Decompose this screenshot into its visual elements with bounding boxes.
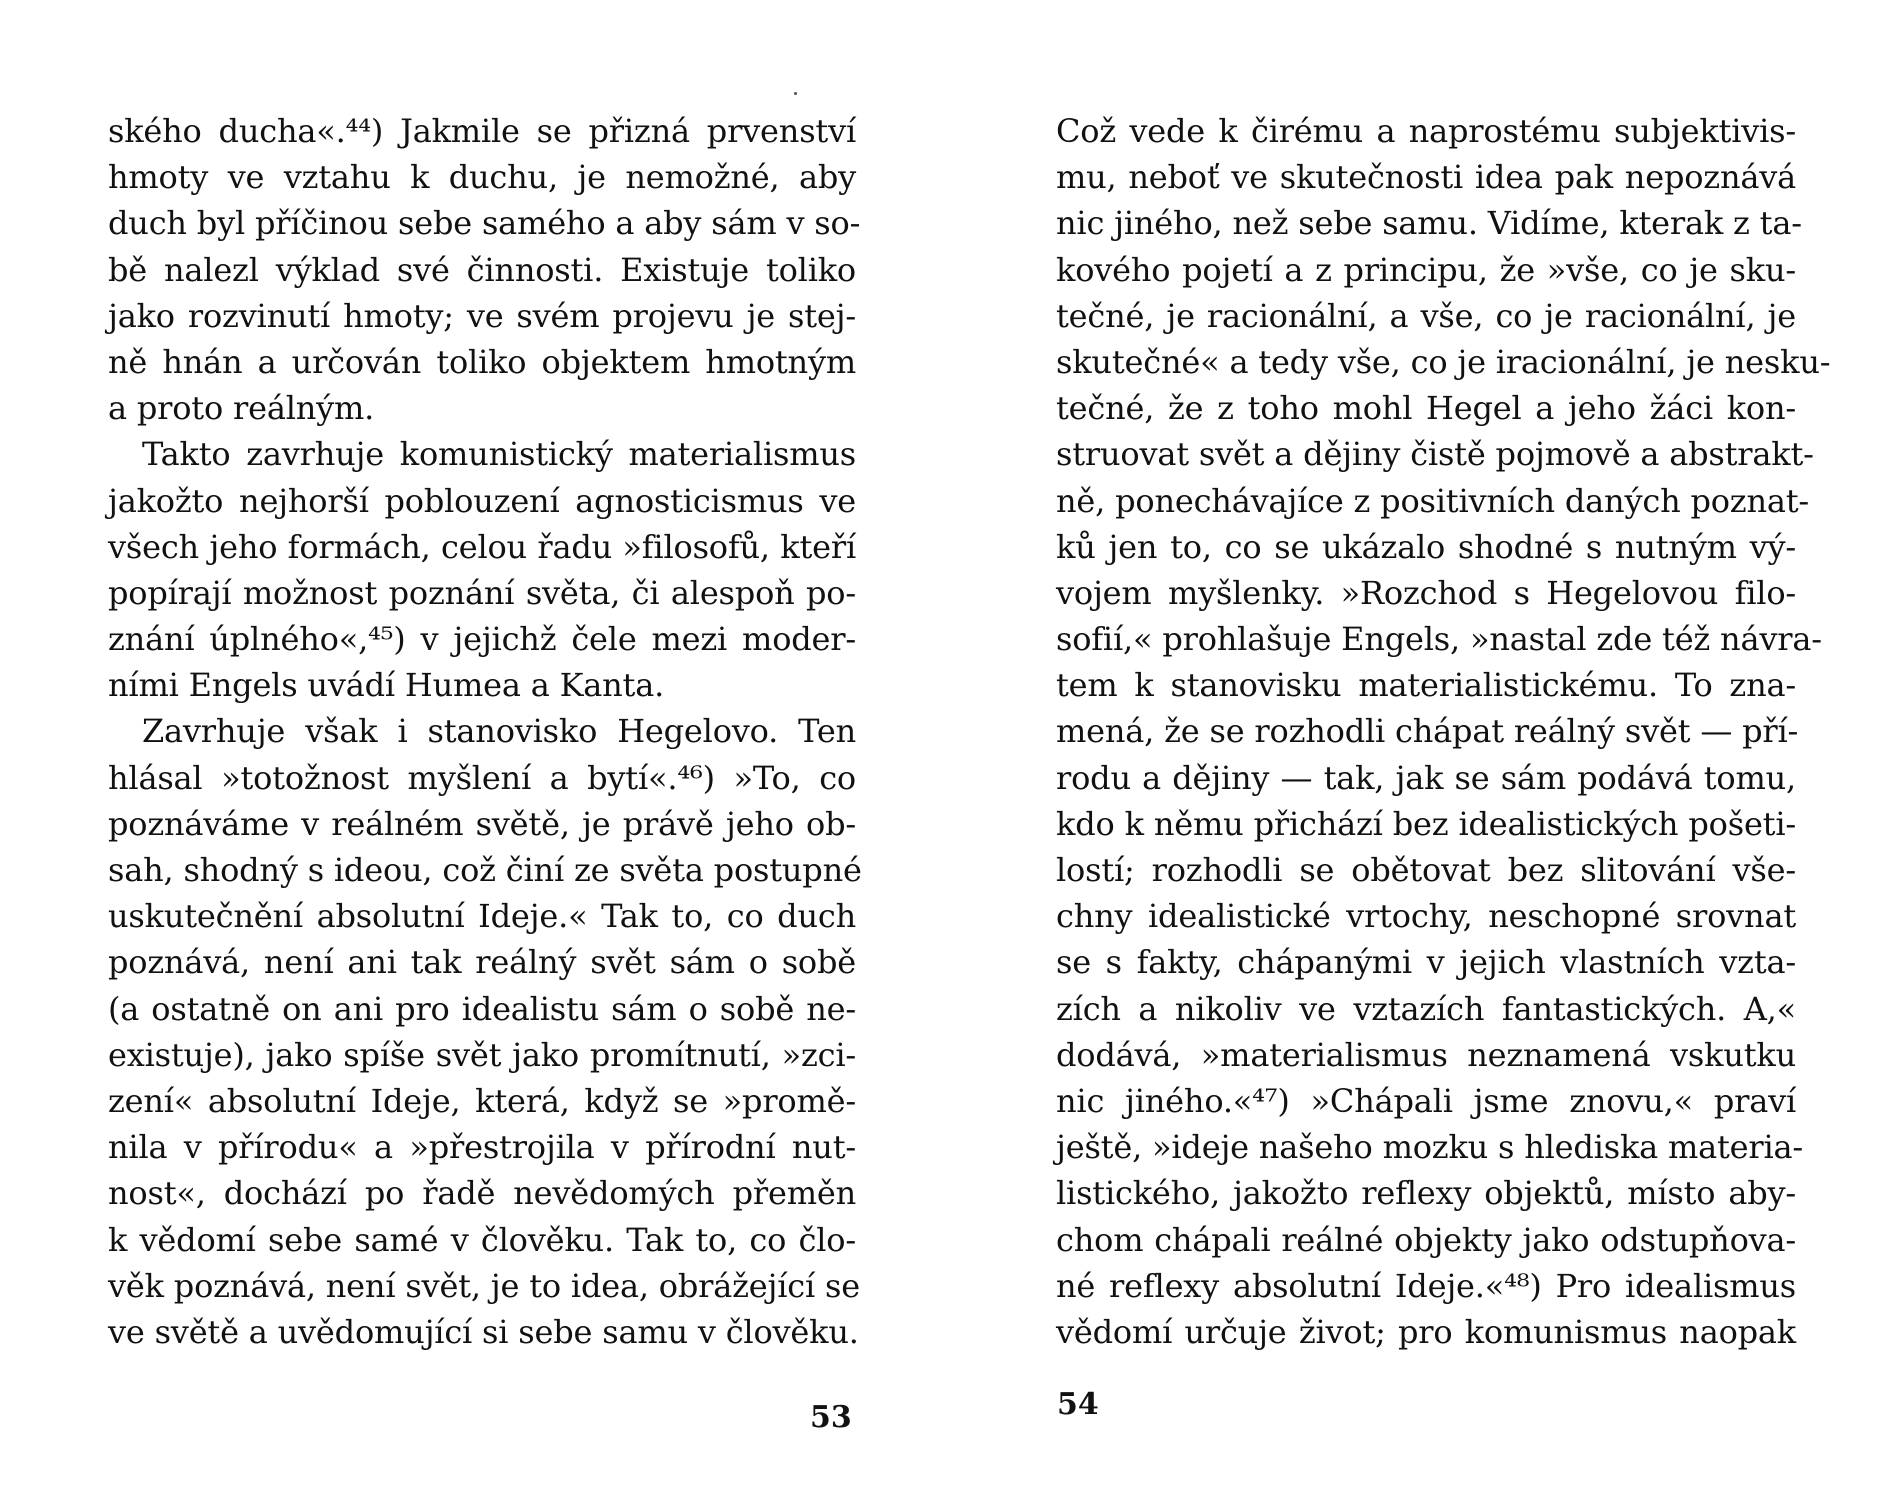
- page-number-right: 54: [1057, 1387, 1099, 1422]
- text-line: ků jen to, co se ukázalo shodné s nutným vý-: [1056, 527, 1796, 566]
- text-line: existuje), jako spíše svět jako promítnutí, »zci-: [108, 1035, 856, 1074]
- text-line: jakožto nejhorší poblouzení agnosticismus ve: [108, 481, 856, 520]
- text-line: ještě, »ideje našeho mozku s hlediska materia-: [1056, 1128, 1804, 1167]
- page-number-left: 53: [810, 1400, 852, 1435]
- text-line: Takto zavrhuje komunistický materialismus: [142, 435, 856, 474]
- text-line: chom chápali reálné objekty jako odstupňova-: [1056, 1220, 1796, 1259]
- text-line: Což vede k čirému a naprostému subjektivis-: [1056, 112, 1796, 150]
- text-line: né reflexy absolutní Ideje.«⁴⁸) Pro idealismus: [1056, 1266, 1796, 1305]
- text-line: duch byl příčinou sebe samého a aby sám v so-: [108, 204, 861, 243]
- text-line: kdo k němu přichází bez idealistických pošeti-: [1056, 804, 1796, 843]
- text-line: Zavrhuje však i stanovisko Hegelovo. Ten: [142, 712, 856, 751]
- text-line: k vědomí sebe samé v člověku. Tak to, co člo-: [108, 1220, 856, 1259]
- text-line: tečné, že z toho mohl Hegel a jeho žáci kon-: [1056, 389, 1796, 428]
- text-line: nost«, dochází po řadě nevědomých přeměn: [108, 1174, 856, 1213]
- text-line: poznává, není ani tak reálný svět sám o sobě: [108, 943, 856, 982]
- text-line: ského ducha«.⁴⁴) Jakmile se přizná prvenství: [108, 112, 856, 150]
- text-line: tečné, je racionální, a vše, co je racionální, je: [1056, 296, 1796, 335]
- text-line: popírají možnost poznání světa, či alespoň po-: [108, 573, 856, 612]
- text-line: znání úplného«,⁴⁵) v jejichž čele mezi moder-: [108, 620, 856, 659]
- text-line: nic jiného.«⁴⁷) »Chápali jsme znovu,« praví: [1056, 1081, 1796, 1120]
- text-line: a proto reálným.: [108, 389, 375, 428]
- text-line: zích a nikoliv ve vztazích fantastických. A,«: [1056, 989, 1796, 1028]
- text-line: sah, shodný s ideou, což činí ze světa postupné: [108, 851, 862, 889]
- scan-speck: [794, 92, 797, 95]
- text-line: věk poznává, není svět, je to idea, obrážející se: [108, 1266, 860, 1305]
- text-line: ně hnán a určován toliko objektem hmotným: [108, 342, 856, 381]
- text-line: hmoty ve vztahu k duchu, je nemožné, aby: [108, 158, 856, 197]
- right-page: [1056, 108, 1831, 1355]
- text-line: struovat svět a dějiny čistě pojmově a abstrakt-: [1056, 435, 1814, 474]
- text-line: poznáváme v reálném světě, je právě jeho ob-: [108, 804, 856, 843]
- text-line: (a ostatně on ani pro idealistu sám o sobě ne-: [108, 989, 856, 1028]
- text-line: mu, neboť ve skutečnosti idea pak nepoznává: [1056, 158, 1796, 197]
- text-line: ně, ponechávajíce z positivních daných poznat-: [1056, 481, 1810, 520]
- text-line: se s fakty, chápanými v jejich vlastních vzta-: [1056, 943, 1796, 982]
- text-line: skutečné« a tedy vše, co je iracionální, je nesku-: [1056, 342, 1831, 381]
- text-line: vědomí určuje život; pro komunismus naopak: [1056, 1312, 1796, 1351]
- text-line: zení« absolutní Ideje, která, když se »promě-: [108, 1081, 856, 1120]
- text-line: uskutečnění absolutní Ideje.« Tak to, co duch: [108, 897, 856, 936]
- text-line: všech jeho formách, celou řadu »filosofů, kteří: [108, 527, 856, 566]
- text-line: hlásal »totožnost myšlení a bytí«.⁴⁶) »To, co: [108, 758, 856, 797]
- text-line: lostí; rozhodli se obětovat bez slitování vše-: [1056, 851, 1796, 889]
- text-line: rodu a dějiny — tak, jak se sám podává tomu,: [1056, 758, 1796, 797]
- text-line: bě nalezl výklad své činnosti. Existuje toliko: [108, 250, 856, 289]
- text-line: nila v přírodu« a »přestrojila v přírodní nut-: [108, 1128, 856, 1167]
- text-line: dodává, »materialismus neznamená vskutku: [1056, 1035, 1796, 1074]
- text-line: listického, jakožto reflexy objektů, místo aby-: [1056, 1174, 1796, 1213]
- text-line: ními Engels uvádí Humea a Kanta.: [108, 666, 665, 705]
- text-line: vojem myšlenky. »Rozchod s Hegelovou filo-: [1056, 573, 1796, 612]
- left-page: [108, 108, 862, 1355]
- text-line: mená, že se rozhodli chápat reálný svět — pří-: [1056, 712, 1799, 751]
- text-line: sofií,« prohlašuje Engels, »nastal zde též návra-: [1056, 620, 1822, 659]
- text-line: ve světě a uvědomující si sebe samu v člověku.: [108, 1312, 859, 1351]
- text-line: chny idealistické vrtochy, neschopné srovnat: [1056, 897, 1796, 936]
- text-line: nic jiného, než sebe samu. Vidíme, kterak z ta-: [1056, 204, 1802, 243]
- text-line: kového pojetí a z principu, že »vše, co je sku-: [1056, 250, 1796, 289]
- text-line: tem k stanovisku materialistickému. To zna-: [1056, 666, 1796, 705]
- text-line: jako rozvinutí hmoty; ve svém projevu je stej-: [108, 296, 856, 335]
